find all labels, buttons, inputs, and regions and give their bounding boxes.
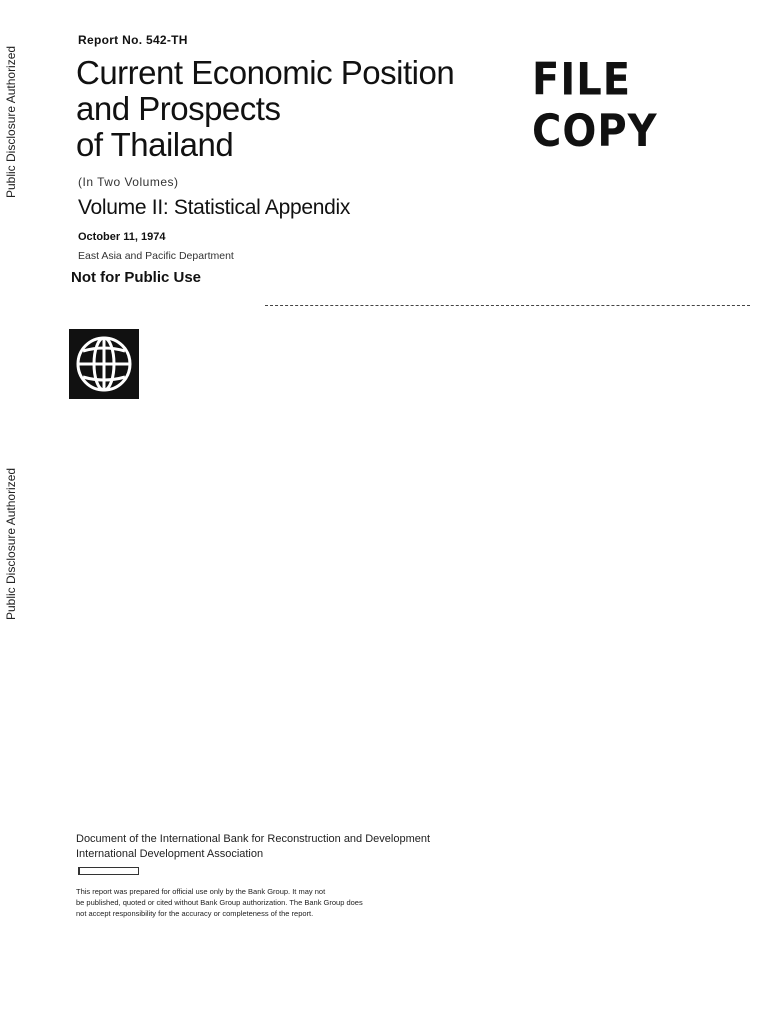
title-line-2: and Prospects bbox=[76, 90, 281, 127]
title-line-3: of Thailand bbox=[76, 126, 234, 163]
world-bank-globe-icon bbox=[69, 329, 139, 399]
issuing-organization bbox=[76, 832, 430, 862]
divider-rule bbox=[265, 305, 750, 306]
disclaimer-line-3: not accept responsibility for the accuracy or completeness of the report. bbox=[76, 909, 314, 918]
volume-title: Volume II: Statistical Appendix bbox=[78, 196, 351, 219]
disclaimer-line-2: be published, quoted or cited without Bank Group authorization. The Bank Group does bbox=[76, 898, 363, 907]
volumes-note: (In Two Volumes) bbox=[78, 175, 179, 189]
restriction-notice: Not for Public Use bbox=[71, 269, 202, 286]
report-number: Report No. 542-TH bbox=[78, 33, 188, 47]
disclaimer bbox=[76, 886, 363, 919]
small-frame-mark bbox=[78, 867, 139, 875]
org-line-1: Document of the International Bank for Reconstruction and Development bbox=[76, 833, 431, 845]
document-title bbox=[76, 55, 454, 163]
org-line-2: International Development Association bbox=[76, 848, 264, 860]
department: East Asia and Pacific Department bbox=[78, 250, 234, 262]
side-label-top: Public Disclosure Authorized bbox=[4, 45, 18, 198]
side-label-middle: Public Disclosure Authorized bbox=[4, 467, 18, 620]
file-copy-stamp: FILE COPY bbox=[532, 54, 658, 158]
report-date: October 11, 1974 bbox=[78, 231, 166, 243]
title-line-1: Current Economic Position bbox=[76, 54, 455, 91]
disclaimer-line-1: This report was prepared for official use only by the Bank Group. It may not bbox=[76, 887, 326, 896]
